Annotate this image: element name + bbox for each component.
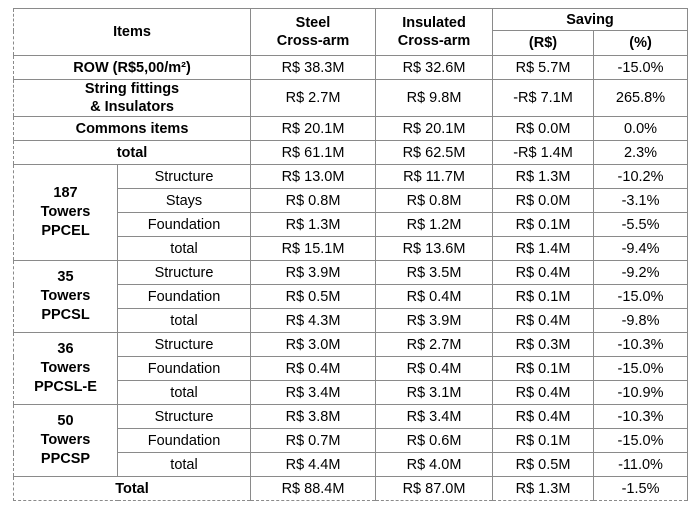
steel-value: R$ 4.4M xyxy=(251,453,376,477)
saving-pct-value: -10.2% xyxy=(594,165,688,189)
table-row xyxy=(14,56,688,80)
steel-value: R$ 20.1M xyxy=(251,117,376,141)
group-towers: Towers xyxy=(40,288,91,304)
row-label: ROW (R$5,00/m²) xyxy=(14,56,251,80)
row-label: Structure xyxy=(118,165,251,189)
group-count: 50 xyxy=(57,413,74,429)
insulated-header-line2: Cross-arm xyxy=(397,33,471,49)
row-label: total xyxy=(118,381,251,405)
steel-value: R$ 4.3M xyxy=(251,309,376,333)
group-count: 36 xyxy=(57,341,74,357)
insulated-value: R$ 20.1M xyxy=(376,117,493,141)
insulated-value: R$ 62.5M xyxy=(376,141,493,165)
saving-pct-value: -15.0% xyxy=(594,429,688,453)
saving-pct-value: -15.0% xyxy=(594,285,688,309)
insulated-header-line1: Insulated xyxy=(402,15,466,31)
group-towers: Towers xyxy=(40,204,91,220)
row-label: Structure xyxy=(118,261,251,285)
saving-pct-header: (%) xyxy=(594,31,688,56)
insulated-value: R$ 3.5M xyxy=(376,261,493,285)
saving-value: R$ 0.0M xyxy=(493,189,594,213)
saving-pct-value: -10.9% xyxy=(594,381,688,405)
saving-pct-value: -9.4% xyxy=(594,237,688,261)
insulated-value: R$ 3.9M xyxy=(376,309,493,333)
group-label xyxy=(14,405,118,477)
insulated-value: R$ 0.4M xyxy=(376,357,493,381)
saving-pct-value: -15.0% xyxy=(594,56,688,80)
steel-value: R$ 13.0M xyxy=(251,165,376,189)
saving-pct-value: 0.0% xyxy=(594,117,688,141)
table-row xyxy=(14,165,688,189)
row-label: Stays xyxy=(118,189,251,213)
group-label xyxy=(14,165,118,261)
steel-value: R$ 15.1M xyxy=(251,237,376,261)
steel-value: R$ 0.5M xyxy=(251,285,376,309)
insulated-value: R$ 0.4M xyxy=(376,285,493,309)
group-label xyxy=(14,261,118,333)
group-towers: Towers xyxy=(40,360,91,376)
saving-pct-value: -15.0% xyxy=(594,357,688,381)
saving-pct-value: -11.0% xyxy=(594,453,688,477)
saving-header: Saving xyxy=(493,9,688,31)
insulated-value: R$ 0.8M xyxy=(376,189,493,213)
steel-value: R$ 0.8M xyxy=(251,189,376,213)
row-label: total xyxy=(118,453,251,477)
saving-value: R$ 0.4M xyxy=(493,405,594,429)
row-label: total xyxy=(118,237,251,261)
saving-value: -R$ 7.1M xyxy=(493,80,594,117)
row-label: Foundation xyxy=(118,285,251,309)
steel-value: R$ 3.9M xyxy=(251,261,376,285)
saving-pct-value: -10.3% xyxy=(594,405,688,429)
insulated-value: R$ 0.6M xyxy=(376,429,493,453)
saving-pct-value: 2.3% xyxy=(594,141,688,165)
row-label-line2: & Insulators xyxy=(90,99,174,115)
saving-value: R$ 0.0M xyxy=(493,117,594,141)
insulated-crossarm-header xyxy=(376,9,493,56)
saving-value: R$ 0.5M xyxy=(493,453,594,477)
saving-value: -R$ 1.4M xyxy=(493,141,594,165)
insulated-value: R$ 1.2M xyxy=(376,213,493,237)
insulated-value: R$ 13.6M xyxy=(376,237,493,261)
saving-value: R$ 0.3M xyxy=(493,333,594,357)
insulated-value: R$ 11.7M xyxy=(376,165,493,189)
saving-value: R$ 5.7M xyxy=(493,56,594,80)
saving-pct-value: -1.5% xyxy=(594,477,688,501)
group-count: 187 xyxy=(53,185,78,201)
row-label: Foundation xyxy=(118,429,251,453)
saving-pct-value: -5.5% xyxy=(594,213,688,237)
steel-value: R$ 0.7M xyxy=(251,429,376,453)
group-towers: Towers xyxy=(40,432,91,448)
steel-value: R$ 3.4M xyxy=(251,381,376,405)
group-label xyxy=(14,333,118,405)
grand-total-label: Total xyxy=(14,477,251,501)
steel-value: R$ 3.0M xyxy=(251,333,376,357)
saving-pct-value: -10.3% xyxy=(594,333,688,357)
header-row xyxy=(14,9,688,31)
saving-value: R$ 0.4M xyxy=(493,381,594,405)
group-type: PPCSL xyxy=(41,307,90,323)
row-label: Structure xyxy=(118,333,251,357)
group-type: PPCEL xyxy=(41,223,90,239)
row-label: total xyxy=(14,141,251,165)
steel-header-line1: Steel xyxy=(295,15,331,31)
saving-value: R$ 0.4M xyxy=(493,261,594,285)
row-label: Foundation xyxy=(118,357,251,381)
saving-value: R$ 1.4M xyxy=(493,237,594,261)
steel-value: R$ 61.1M xyxy=(251,141,376,165)
saving-value: R$ 0.1M xyxy=(493,357,594,381)
insulated-value: R$ 9.8M xyxy=(376,80,493,117)
saving-pct-value: -9.2% xyxy=(594,261,688,285)
steel-value: R$ 3.8M xyxy=(251,405,376,429)
steel-value: R$ 88.4M xyxy=(251,477,376,501)
insulated-value: R$ 2.7M xyxy=(376,333,493,357)
saving-value: R$ 0.1M xyxy=(493,429,594,453)
steel-value: R$ 0.4M xyxy=(251,357,376,381)
steel-crossarm-header xyxy=(251,9,376,56)
group-count: 35 xyxy=(57,269,74,285)
row-label: Foundation xyxy=(118,213,251,237)
steel-value: R$ 1.3M xyxy=(251,213,376,237)
insulated-value: R$ 3.1M xyxy=(376,381,493,405)
insulated-value: R$ 87.0M xyxy=(376,477,493,501)
table-row xyxy=(14,405,688,429)
steel-value: R$ 38.3M xyxy=(251,56,376,80)
saving-value: R$ 0.1M xyxy=(493,285,594,309)
group-type: PPCSL-E xyxy=(34,379,97,395)
grand-total-row xyxy=(14,477,688,501)
saving-value: R$ 1.3M xyxy=(493,477,594,501)
group-type: PPCSP xyxy=(40,451,91,467)
insulated-value: R$ 32.6M xyxy=(376,56,493,80)
saving-pct-value: -9.8% xyxy=(594,309,688,333)
items-header: Items xyxy=(14,9,251,56)
steel-value: R$ 2.7M xyxy=(251,80,376,117)
table-row xyxy=(14,333,688,357)
steel-header-line2: Cross-arm xyxy=(276,33,350,49)
row-label: total xyxy=(118,309,251,333)
row-label: Structure xyxy=(118,405,251,429)
saving-value: R$ 0.4M xyxy=(493,309,594,333)
insulated-value: R$ 4.0M xyxy=(376,453,493,477)
saving-pct-value: 265.8% xyxy=(594,80,688,117)
row-label xyxy=(14,80,251,117)
saving-value: R$ 1.3M xyxy=(493,165,594,189)
insulated-value: R$ 3.4M xyxy=(376,405,493,429)
row-label: Commons items xyxy=(14,117,251,141)
table-row xyxy=(14,80,688,117)
table-row xyxy=(14,141,688,165)
table-row xyxy=(14,261,688,285)
saving-pct-value: -3.1% xyxy=(594,189,688,213)
cost-comparison-table xyxy=(13,8,688,501)
table-row xyxy=(14,117,688,141)
saving-value: R$ 0.1M xyxy=(493,213,594,237)
row-label-line1: String fittings xyxy=(84,81,180,97)
saving-abs-header: (R$) xyxy=(493,31,594,56)
